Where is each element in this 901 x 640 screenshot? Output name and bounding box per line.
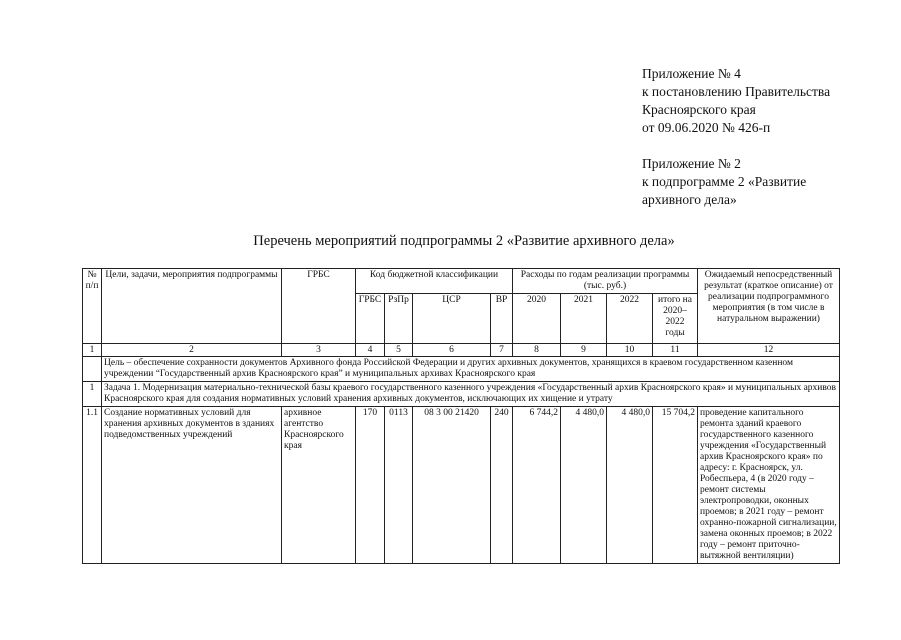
col-number: 8 (513, 344, 561, 357)
row-total: 15 704,2 (653, 407, 698, 564)
col-number: 12 (698, 344, 840, 357)
appendix-2-title: Приложение № 2 (642, 156, 741, 171)
header-sub-csr: ЦСР (413, 294, 491, 344)
column-numbers-row (83, 344, 840, 357)
task-row (83, 382, 840, 407)
header-num: № п/п (83, 269, 102, 344)
col-number: 4 (356, 344, 385, 357)
row-num: 1.1 (83, 407, 102, 564)
col-number: 6 (413, 344, 491, 357)
appendix-4-line3: Красноярского края (642, 102, 756, 117)
row-2021: 4 480,0 (561, 407, 607, 564)
header-sub-vr: ВР (491, 294, 513, 344)
header-result: Ожидаемый непосредственный результат (краткое описание) от реализации подпрограммного мероприятия (в том числе в натуральном выражении) (698, 269, 840, 344)
appendix-2-line3: архивного дела» (642, 192, 737, 207)
appendix-4-date: от 09.06.2020 № 426-п (642, 120, 771, 135)
row-rzpr: 0113 (385, 407, 413, 564)
header-grbs: ГРБС (282, 269, 356, 344)
row-result: проведение капитального ремонта зданий краевого государственного казенного учреждения «Государственный архив Красноярского края» по адресу: г. Красноярск, ул. Робеспьера, 4 (в 2020 году – ремонт системы электропроводки, оконных проемов; в 2021 году – ремонт охранно-пожарной сигнализации, замена оконных проемов; в 2022 году – ремонт приточно-вытяжной вентиляции) (698, 407, 840, 564)
row-2020: 6 744,2 (513, 407, 561, 564)
task-text: Задача 1. Модернизация материально-технической базы краевого государственного казенного учреждения «Государственный архив Красноярского края» и муниципальных архивов Красноярского края для создания нормативных условий хранения архивных документов, исключающих их хищение и утрату (102, 382, 840, 407)
row-measure-name: Создание нормативных условий для хранения архивных документов в зданиях подведомственных учреждений (102, 407, 282, 564)
appendix-4-title: Приложение № 4 (642, 66, 741, 81)
header-row-1 (83, 269, 840, 294)
row-grbs-name: архивное агентство Красноярского края (282, 407, 356, 564)
table-row (83, 407, 840, 564)
appendix-4-line2: к постановлению Правительства (642, 84, 831, 99)
header-goals: Цели, задачи, мероприятия подпрограммы (102, 269, 282, 344)
col-number: 5 (385, 344, 413, 357)
document-title: Перечень мероприятий подпрограммы 2 «Развитие архивного дела» (253, 233, 675, 249)
col-number: 3 (282, 344, 356, 357)
header-sub-2020: 2020 (513, 294, 561, 344)
col-number: 10 (607, 344, 653, 357)
goal-text: Цель – обеспечение сохранности документов Архивного фонда Российской Федерации и других архивных документов, хранящихся в краевом государственном казенном учреждении “Государственный архив Красноярского края” и муниципальных архивах Красноярского края (102, 357, 840, 382)
row-vr: 240 (491, 407, 513, 564)
header-sub-total: итого на 2020–2022 годы (653, 294, 698, 344)
row-grbs-code: 170 (356, 407, 385, 564)
measures-table (82, 268, 840, 564)
col-number: 9 (561, 344, 607, 357)
row-csr: 08 3 00 21420 (413, 407, 491, 564)
header-sub-2022: 2022 (607, 294, 653, 344)
header-expenses: Расходы по годам реализации программы (тыс. руб.) (513, 269, 698, 294)
col-number: 2 (102, 344, 282, 357)
col-number: 7 (491, 344, 513, 357)
row-2022: 4 480,0 (607, 407, 653, 564)
col-number: 11 (653, 344, 698, 357)
header-sub-2021: 2021 (561, 294, 607, 344)
goal-row (83, 357, 840, 382)
header-sub-grbs: ГРБС (356, 294, 385, 344)
appendix-2-line2: к подпрограмме 2 «Развитие (642, 174, 807, 189)
header-budget-code: Код бюджетной классификации (356, 269, 513, 294)
col-number: 1 (83, 344, 102, 357)
task-num: 1 (83, 382, 102, 407)
appendix-block (642, 65, 830, 209)
header-sub-rzpr: РзПр (385, 294, 413, 344)
